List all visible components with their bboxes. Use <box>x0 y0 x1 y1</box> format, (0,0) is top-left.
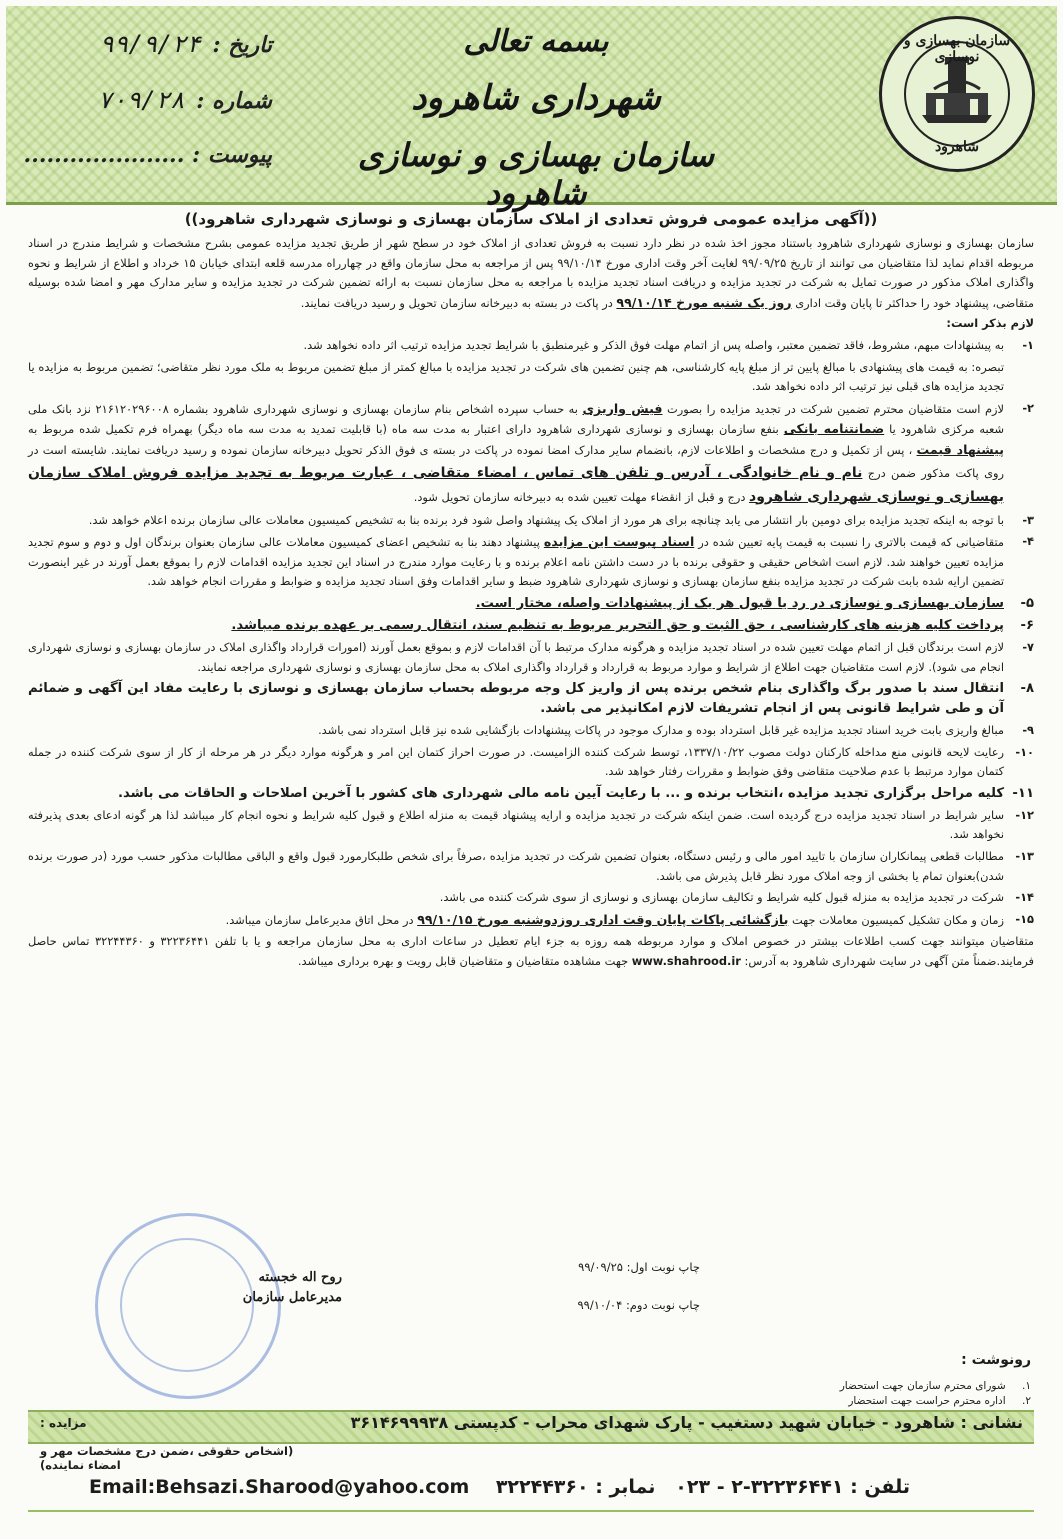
item1-note: تبصره: به قیمت های پیشنهادی با مبالغ پایین تر از مبلغ پایه کارشناسی، هم چنین تضمین های شرکت در تجدید مزایده با مبالغ کمتر از مبلغ تضمین مربوط به ملک مورد نظر متقاضی؛ تضمین مربوط به مزایده یا تجدید مزایده های قبلی نیز ترتیب اثر داده نخواهد شد. <box>28 359 1004 394</box>
organization-name: سازمان بهسازی و نوسازی شاهرود <box>357 136 715 212</box>
list-item <box>28 721 1034 741</box>
list-item <box>28 638 1034 677</box>
item-number: ۱۳- <box>1015 849 1034 864</box>
invocation-heading: بسمه تعالی <box>463 24 609 59</box>
item-text: به پیشنهادات مبهم، مشروط، فاقد تضمین معتبر، واصله پس از اتمام مهلت فوق الذکر و غیرمنطبق با شرایط تجدید مزایده ترتیب اثر داده نخواهد شد. <box>303 337 1004 352</box>
closing-text-a: متقاضیان میتوانند جهت کسب اطلاعات بیشتر در خصوص املاک و موارد مربوطه همه روزه به جزء ایام تعطیل در ساعات اداری به محل سازمان مراجعه و یا با تلفن ۳۲۲۳۶۴۴۱ و ۳۲۲۴۴۳۶۰ تماس حاصل فرمایند.ضمناً متن آگهی در سایت شهرداری شاهرود به آدرس: <box>28 934 1034 969</box>
item-text: سایر شرایط در اسناد تجدید مزایده درج گردیده است. ضمن اینکه شرکت در تجدید مزایده و ارایه پیشنهاد قیمت به منزله اطلاع و قبول کلیه شرایط و نحوه انجام کار میباشد لذا هر گونه ادعای بعدی پذیرفته نخواهد شد. <box>28 807 1004 842</box>
item-number: ۱۵- <box>1015 911 1034 926</box>
item-text: انتقال سند با صدور برگ واگذاری بنام شخص برنده پس از واریز کل وجه مربوطه بحساب سازمان بهسازی و نوسازی با رعایت مفاد این آگهی و ضمائم آن و طی شرایط قانونی پس از انجام تشریفات لازم امکانپذیر می باشد. <box>28 681 1004 717</box>
cc-text: شورای محترم سازمان جهت استحضار <box>839 1380 1006 1392</box>
item4-text-c: پیشنهاد دهند بنا به تشخیص اعضای کمیسیون معاملات عالی سازمان بعنوان برندگان اول و دوم و سوم تجدید مزایده تعیین خواهند شد. لازم است اشخاص حقیقی و حقوقی برنده با در دست داشتن نامه اعلام برنده و با رعایت موارد مندرج در اسناد این تجدید مزایده اقدامات لازم را بموقع بعمل آورند در غیر اینصورت تضمین ارایه شده بابت شرکت در تجدید مزایده بنفع سازمان بهسازی و نوسازی شهرداری شاهرود ضبط و سایر اقدامات وفق اسناد تجدید مزایده و ضوابط و مقررات انجام خواهد شد. <box>28 535 1004 589</box>
item15-text-a: زمان و مکان تشکیل کمیسیون معاملات جهت <box>791 912 1004 927</box>
item4-text-a: متقاضیانی که قیمت بالاتری را نسبت به قیمت پایه تعیین شده در <box>698 535 1005 550</box>
item-text <box>28 910 1004 931</box>
bidder-label: مزایده : <box>40 1416 87 1430</box>
item-number: ۴- <box>1022 534 1034 549</box>
list-item <box>28 532 1034 592</box>
item2-text-d: بنفع سازمان بهسازی و نوسازی شهرداری شاهرود دارای اعتبار به مدت سه ماه (با قابلیت تمدید به مدت سه ماه دیگر) بهمراه فرم تکمیل شده مربوط به <box>28 422 779 437</box>
item-text <box>28 532 1004 592</box>
closing-text-b: جهت مشاهده متقاضیان و متقاضیان قابل رویت و بهره برداری میباشد. <box>297 954 629 969</box>
item-number: ۱۴- <box>1015 890 1034 905</box>
item-number: ۸- <box>1020 681 1034 697</box>
intro-text-a: سازمان بهسازی و نوسازی شهرداری شاهرود باستناد مجوز اخذ شده در نظر دارد نسبت به فروش تعدادی از املاک خود در سطح شهر از طریق تجدید مزایده عمومی بشرح مشخصات و شرایط مندرج در اسناد مربوطه اقدام نماید لذا متقاضیان می توانند از تاریخ ۹۹/۰۹/۲۵ لغایت آخر وقت اداری مورخ ۹۹/۱۰/۱۴ پس از مراجعه به محل سازمان واقع در چهارراه مدرسه قلعه ابتدای خیابان ۱۵ خرداد و اطلاع از شرایط و نحوه واگذاری املاک مذکور در صورت تمایل به شرکت در تجدید مزایده و دریافت اسناد تجدید مزایده با مراجعه به محل سازمان نسبت به ارائه تضمین شرکت در تجدید مزایده و سایر مدارک مهر و امضا شده بوسیله متقاضی، پیشنهاد خود را حداکثر تا پایان وقت اداری <box>28 236 1035 310</box>
attachment-value: ..................... <box>23 142 185 168</box>
item2-envelope-details: نام و نام خانوادگی ، آدرس و تلفن های تماس ، امضاء متقاضی ، عبارت مربوط به تجدید مزایده فروش املاک سازمان بهسازی و نوسازی شهرداری شاهرود <box>28 464 1004 505</box>
item-number: ۱- <box>1022 337 1034 352</box>
item-text: سازمان بهسازی و نوسازی در رد یا قبول هر یک از پیشنهادات واصله، مختار است. <box>475 595 1004 611</box>
logo-top-text: سازمان بهسازی و نوسازی <box>903 33 1011 65</box>
cc-item-2 <box>531 1393 1031 1409</box>
item-text: پرداخت کلیه هزینه های کارشناسی ، حق الثبت و حق التحریر مربوط به تنظیم سند، انتقال رسمی بر عهده برنده میباشد. <box>231 617 1004 633</box>
item2-bank-guarantee: ضمانتنامه بانکی <box>783 421 885 437</box>
date-value: ۹۹/۹/۲۴ <box>99 30 201 58</box>
legal-entity-note: (اشخاص حقوقی ،ضمن درج مشخصات مهر و امضاء نماینده) <box>40 1444 294 1472</box>
item-number: ۱۲- <box>1015 807 1034 822</box>
signature-block <box>212 1268 342 1308</box>
list-item <box>28 594 1034 614</box>
item2-text-e: ، پس از تکمیل و درج مشخصات و اطلاعات لازم، بانضمام سایر مدارک امضا نموده در پاکت در بسته ی فوق الذکر تحویل دبیرخانه سازمان نموده و رسید دریافت نمایند. شایسته است در روی پاکت مذکور ضمن درج <box>28 442 1005 480</box>
number-value: ۷۰۹/۲۸ <box>97 86 185 114</box>
item-text: رعایت لایحه قانونی منع مداخله کارکنان دولت مصوب ۱۳۳۷/۱۰/۲۲، توسط شرکت کننده الزامیست. در صورت احراز کتمان این امر و هرگونه موارد دیگر در هر مرحله از کار از سوی شرکت کننده در جمله کتمان موارد مرتبط با عدم صلاحیت متقاضی وفق ضوابط و مقررات رفتار خواهد شد. <box>28 744 1005 779</box>
phone-label: تلفن : <box>850 1476 910 1498</box>
email-address[interactable]: Email:Behsazi.Sharood@yahoo.com <box>89 1476 470 1498</box>
logo-bottom-text: شاهرود <box>934 139 980 155</box>
second-print-label: چاپ نوبت دوم: <box>625 1298 700 1312</box>
item2-price-offer: پیشنهاد قیمت <box>916 441 1004 457</box>
item-text: مبالغ واریزی بابت خرید اسناد تجدید مزایده غیر قابل استرداد بوده و مدارک موجود در پاکات پیشنهادات بازگشایی شده نیز قابل استرداد نمی باشد. <box>318 723 1004 738</box>
second-print-row <box>540 1298 700 1312</box>
list-item <box>28 743 1034 782</box>
item-text: با توجه به اینکه تجدید مزایده برای دومین بار انتشار می یابد چنانچه برای هر مورد از املاک یک پیشنهاد واصل شود فرد برنده بنا به تشخیص کمیسیون معاملات عالی سازمان برنده اعلام خواهد شد. <box>88 512 1004 527</box>
list-item <box>28 910 1034 931</box>
item-number: ۱۰- <box>1015 744 1034 759</box>
item2-text-c: به حساب سپرده اشخاص بنام سازمان بهسازی و نوسازی شهرداری شاهرود بشماره ۲۱۶۱۲۰۲۹۶۰۰۸ نزد بانک ملی شعبه مرکزی شاهرود یا <box>28 401 1004 437</box>
item4-attached-docs: اسناد پیوست این مزایده <box>543 534 695 550</box>
item15-text-c: در محل اتاق مدیرعامل سازمان میباشد. <box>225 912 414 927</box>
letterhead <box>6 6 1057 212</box>
number-label: شماره : <box>196 88 272 114</box>
signer-title: مدیرعامل سازمان <box>242 1290 342 1305</box>
required-label: لازم بذکر است: <box>946 316 1034 331</box>
item-number: ۷- <box>1022 639 1034 654</box>
item-text: کلیه مراحل برگزاری تجدید مزایده ،انتخاب برنده و ... با رعایت آیین نامه مالی شهرداری های کشور با آخرین اصلاحات و الحاقات می باشد. <box>117 785 1004 801</box>
date-row <box>32 30 272 58</box>
item-number: ۶- <box>1020 617 1034 633</box>
item-text <box>28 399 1004 509</box>
first-print-label: چاپ نوبت اول: <box>626 1260 700 1274</box>
list-item <box>28 847 1034 886</box>
cc-number: ۲. <box>1022 1395 1031 1407</box>
item-number: ۳- <box>1022 512 1034 527</box>
item-number: ۵- <box>1020 595 1034 611</box>
list-item <box>28 616 1034 636</box>
conditions-list <box>28 336 1034 930</box>
first-print-date: ۹۹/۰۹/۲۵ <box>578 1260 623 1274</box>
footer-contact <box>89 1476 910 1498</box>
website-link[interactable]: www.shahrood.ir <box>631 954 741 969</box>
cc-item-1 <box>531 1378 1031 1394</box>
list-item <box>28 511 1034 531</box>
list-item <box>28 679 1034 719</box>
item-number: ۹- <box>1022 723 1034 738</box>
notice-body <box>28 208 1034 972</box>
item-text: شرکت در تجدید مزایده به منزله قبول کلیه شرایط و تکالیف سازمان بهسازی و نوسازی از سوی شرکت کننده می باشد. <box>439 890 1004 905</box>
list-item <box>28 399 1034 509</box>
item2-deposit-slip: فیش واریزی <box>582 400 663 416</box>
attachment-row <box>23 142 272 168</box>
item15-opening-date: بازگشائی پاکات پایان وقت اداری روزدوشنبه مورخ ۹۹/۱۰/۱۵ <box>417 911 789 927</box>
number-row <box>32 86 272 114</box>
cc-text: اداره محترم حراست جهت استحضار <box>848 1395 1006 1407</box>
item-number: ۲- <box>1022 400 1034 415</box>
item-number: ۱۱- <box>1012 785 1034 801</box>
footer-address: نشانی : شاهرود - خیابان شهید دستغیب - پارک شهدای محراب - کدپستی ۳۶۱۴۶۹۹۹۳۸ <box>350 1413 1023 1432</box>
second-print-date: ۹۹/۱۰/۰۴ <box>577 1298 623 1312</box>
list-item <box>28 336 1034 356</box>
signer-name: روح اله خجسته <box>258 1270 342 1285</box>
item-text: لازم است برندگان قبل از اتمام مهلت تعیین شده در اسناد تجدید مزایده و هرگونه مدارک مرتبط با آن اقدامات لازم و بموقع بعمل آورند (امورات قرارداد واگذاری املاک در سازمان بهسازی و نوسازی شهرداری انجام می شود). لازم است متقاضیان جهت اطلاع از شرایط و موارد مربوط به قرارداد و قرارداد واگذاری املاک به محل سازمان بهسازی و نوسازی شهرداری مراجعه نمایند. <box>28 639 1004 674</box>
closing-paragraph <box>28 932 1034 971</box>
intro-paragraph <box>28 234 1034 313</box>
list-item <box>28 888 1034 908</box>
notice-title: ((آگهی مزایده عمومی فروش تعدادی از املاک سازمان بهسازی و نوسازی شهرداری شاهرود)) <box>184 210 878 228</box>
intro-deadline: روز یک شنبه مورخ ۹۹/۱۰/۱۴ <box>616 294 792 310</box>
attachment-label: پیوست : <box>192 142 272 168</box>
phone-number: ۳۲۲۳۶۴۴۱-۲ - ۰۲۳ <box>675 1476 844 1498</box>
municipality-name: شهرداری شاهرود <box>411 78 661 118</box>
first-print-row <box>540 1260 700 1274</box>
cc-label: رونوشت : <box>961 1352 1031 1368</box>
list-item <box>28 784 1034 804</box>
fax-label: نمابر : <box>595 1476 656 1498</box>
fax-number: ۳۲۲۴۴۳۶۰ <box>495 1476 589 1498</box>
footer-divider <box>28 1510 1034 1512</box>
item-text: مطالبات قطعی پیمانکاران سازمان با تایید امور مالی و رئیس دستگاه، بعنوان تضمین شرکت در تجدید مزایده ،صرفاً برای شخص طلبکارمورد قبول واقع و الباقی مطالبات مذکور حسب مورد (در صورت برنده شدن)بعنوان تمام یا بخشی از وجه املاک مورد نظر قابل پذیرش می باشد. <box>28 849 1004 883</box>
intro-text-b: در پاکت در بسته به دبیرخانه سازمان تحویل و رسید دریافت نمایند. <box>300 295 613 310</box>
item2-text-a: لازم است متقاضیان محترم تضمین شرکت در تجدید مزایده را بصورت <box>667 401 1004 416</box>
organization-logo <box>879 16 1035 172</box>
date-label: تاریخ : <box>212 32 272 58</box>
list-item <box>28 806 1034 845</box>
cc-number: ۱. <box>1022 1380 1031 1392</box>
item2-text-f: درج و قبل از انقضاء مهلت تعیین شده به دبیرخانه سازمان تحویل شود. <box>413 489 746 504</box>
